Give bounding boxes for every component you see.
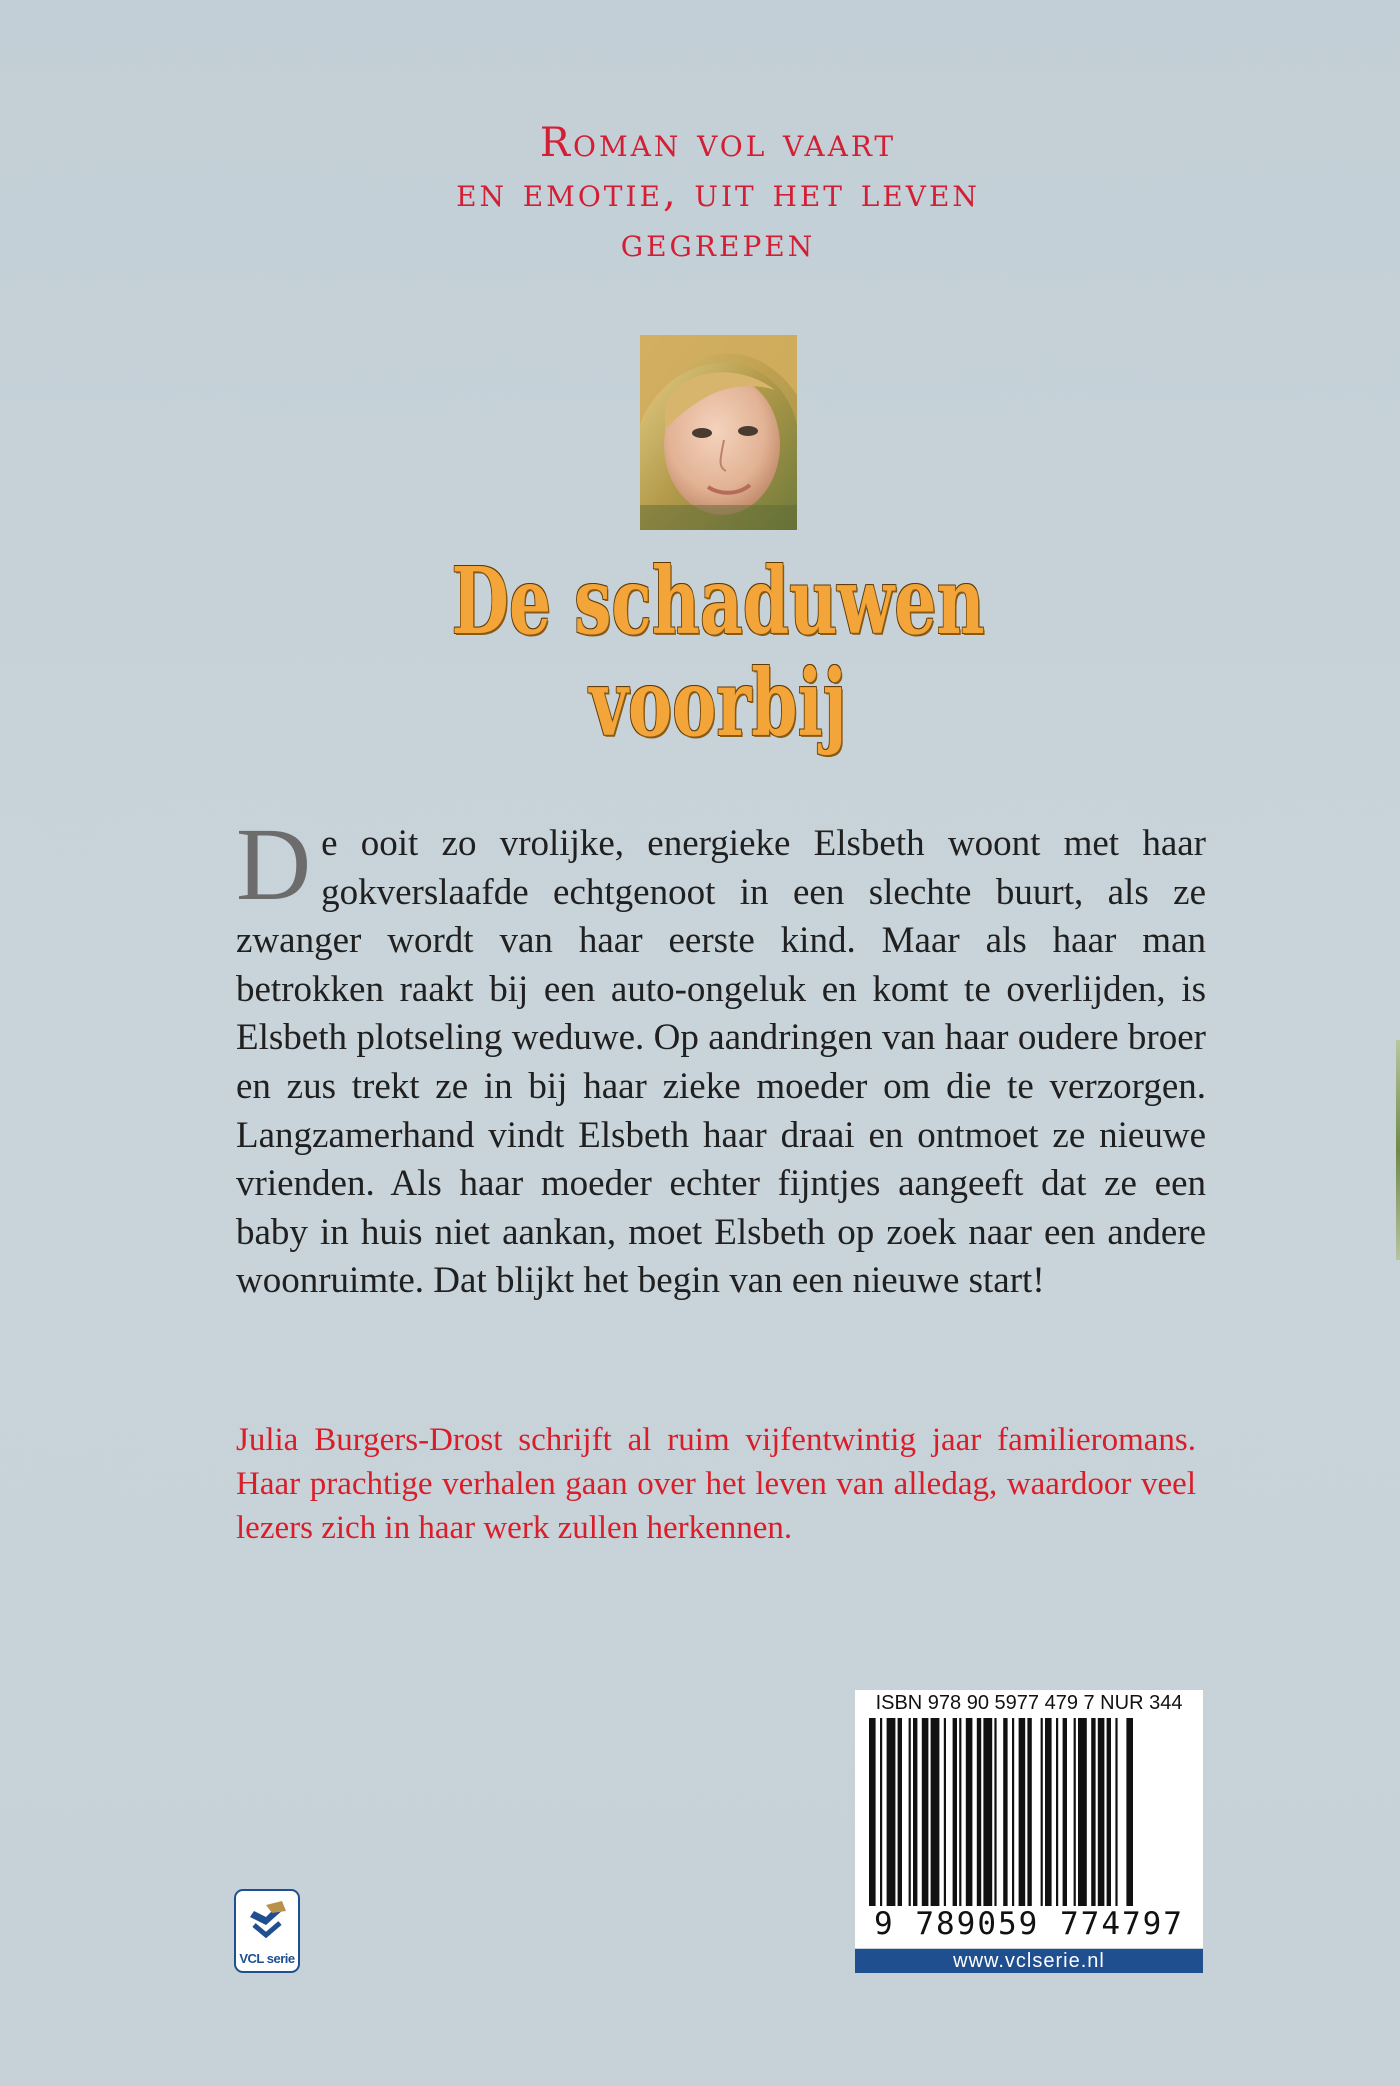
barcode-bar [983, 1718, 992, 1906]
barcode-bar [1041, 1718, 1043, 1906]
drop-cap-letter: D [236, 807, 312, 922]
edge-image-strip [1396, 1040, 1400, 1260]
blurb-text: e ooit zo vrolijke, energieke Elsbeth woont met haar gokverslaafde echtgenoot in een slechte buurt, als ze zwanger wordt van haar eerste kind. Maar als haar man betrokken raakt bij een auto-ongeluk en komt te overlijden, is Elsbeth plotseling weduwe. Op aandringen van haar oudere broer en zus trekt ze in bij haar zieke moeder om die te verzorgen. Langzamerhand vindt Elsbeth haar draai en ontmoet ze nieuwe vrienden. Als haar moeder echter fijntjes aangeeft dat ze een baby in huis niet aankan, moet Elsbeth op zoek naar een andere woonruimte. Dat blijkt het begin van een nieuwe start! [236, 823, 1206, 1302]
barcode-bar [1098, 1718, 1105, 1906]
barcode-bar [1019, 1718, 1026, 1906]
barcode-bar [944, 1718, 946, 1906]
vcl-serie-logo [234, 1889, 300, 1973]
barcode-bar [909, 1718, 911, 1906]
tagline-line-1: Roman vol vaart [539, 120, 897, 166]
tagline-line-3: gegrepen [620, 220, 816, 266]
barcode-bar [1115, 1718, 1117, 1906]
vcl-logo-icon [236, 1895, 298, 1947]
barcode-bar [1003, 1718, 1007, 1906]
barcode-bar [880, 1718, 882, 1906]
barcode-bar [994, 1718, 996, 1906]
blurb-text-block [236, 807, 1206, 1306]
title-line-2: voorbij [589, 649, 847, 757]
barcode-bar [1063, 1718, 1067, 1906]
barcode-bar [1045, 1718, 1052, 1906]
barcode-bar [869, 1718, 876, 1906]
tagline-line-2: en emotie, uit het leven [456, 170, 980, 216]
barcode-bar [966, 1718, 973, 1906]
cover-portrait-photo [640, 335, 797, 530]
author-note: Julia Burgers-Drost schrijft al ruim vijfentwintig jaar familieromans. Haar prachtige verhalen gaan over het leven van alledag, waardoor veel lezers zich in haar werk zullen herkennen. [236, 1422, 1196, 1546]
blurb-paragraph [236, 807, 1206, 1306]
barcode [855, 1690, 1203, 1948]
barcode-bar [922, 1718, 929, 1906]
title-line-1: De schaduwen [451, 547, 985, 655]
barcode-bar [1078, 1718, 1087, 1906]
barcode-bar [977, 1718, 981, 1906]
barcode-digits: 9 789059 774797 [874, 1906, 1184, 1942]
barcode-bar [913, 1718, 917, 1906]
isbn-line: ISBN 978 90 5977 479 7 NUR 344 [875, 1692, 1183, 1714]
barcode-bar [1056, 1718, 1058, 1906]
barcode-bar [1012, 1718, 1014, 1906]
vcl-logo-label: VCL serie [239, 1951, 295, 1966]
barcode-bar [887, 1718, 896, 1906]
book-title [201, 547, 1235, 757]
barcode-bar [1074, 1718, 1076, 1906]
barcode-bar [1126, 1718, 1133, 1906]
barcode-bar [1091, 1718, 1095, 1906]
barcode-bar [953, 1718, 957, 1906]
website-url: www.vclserie.nl [855, 1949, 1203, 1973]
barcode-bar [931, 1718, 940, 1906]
tagline [0, 118, 1400, 268]
barcode-bar [959, 1718, 961, 1906]
barcode-bar [1107, 1718, 1111, 1906]
barcode-bar [1027, 1718, 1031, 1906]
barcode-bars [869, 1718, 1189, 1906]
barcode-bar [898, 1718, 902, 1906]
